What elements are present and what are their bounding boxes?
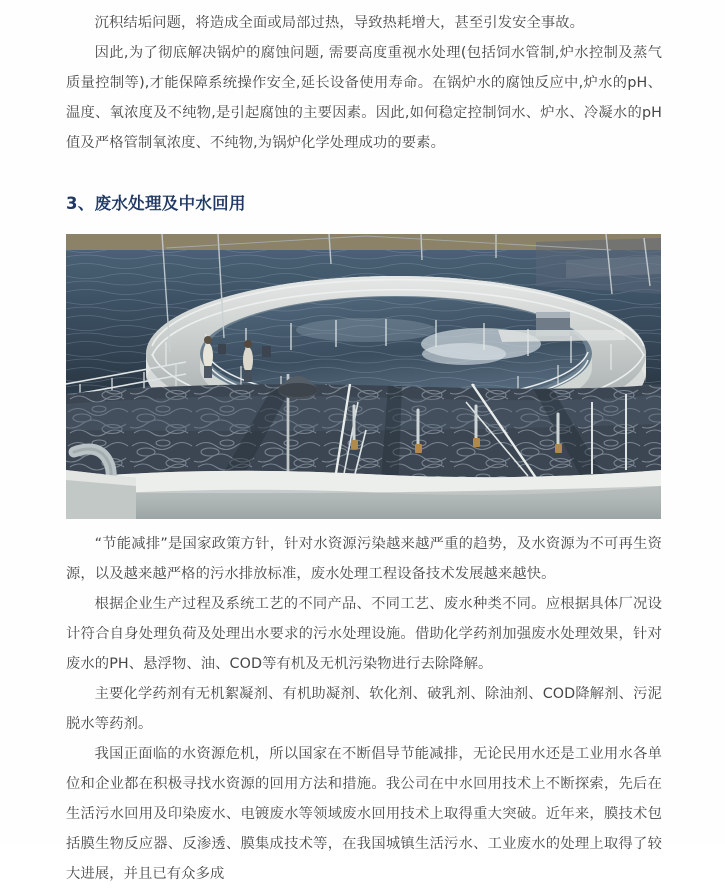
paragraph-boiler-corrosion: 因此,为了彻底解决锅炉的腐蚀问题, 需要高度重视水处理(包括饲水管制,炉水控制及蒸气质量控制等),才能保障系统操作安全,延长设备使用寿命。在锅炉水的腐蚀反应中,炉水的pH、温度、氧浓度及不纯物,是引起腐蚀的主要因素。因此,如何稳定控制饲水、炉水、冷凝水的pH值及严格管制氧浓度、不纯物,为锅炉化学处理成功的要素。 [66,45,662,151]
spacer-below-figure [66,519,662,529]
paragraph-energy-saving: “节能减排”是国家政策方针，针对水资源污染越来越严重的趋势，及水资源为不可再生资源，以及越来越严格的污水排放标准，废水处理工程设备技术发展越来越快。 [66,536,662,582]
section-heading-wastewater: 3、废水处理及中水回用 [66,194,246,213]
clarifier-illustration [66,234,661,519]
page-content-column [66,8,662,889]
paragraph-process-design: 根据企业生产过程及系统工艺的不同产品、不同工艺、废水种类不同。应根据具体厂况设计符合自身处理负荷及处理出水要求的污水处理设施。借助化学药剂加强废水处理效果，针对废水的PH、悬浮物、油、COD等有机及无机污染物进行去除降解。 [66,596,662,672]
spacer-below-heading [66,219,662,234]
wastewater-paragraph-block [66,529,662,889]
figure-clarifier-photo [66,234,661,519]
intro-paragraph-block [66,8,662,158]
paragraph-boiler-scale: 沉积结垢问题，将造成全面或局部过热，导致热耗增大，甚至引发安全事故。 [94,15,585,31]
paragraph-chemical-agents: 主要化学药剂有无机絮凝剂、有机助凝剂、软化剂、破乳剂、除油剂、COD降解剂、污泥脱水等药剂。 [66,686,662,732]
paragraph-water-crisis-reuse: 我国正面临的水资源危机，所以国家在不断倡导节能减排，无论民用水还是工业用水各单位和企业都在积极寻找水资源的回用方法和措施。我公司在中水回用技术上不断探索，先后在生活污水回用及印染废水、电镀废水等领域废水回用技术上取得重大突破。近年来，膜技术包括膜生物反应器、反渗透、膜集成技术等，在我国城镇生活污水、工业废水的处理上取得了较大进展，并且已有众多成 [66,746,662,882]
spacer-above-heading [66,158,662,189]
